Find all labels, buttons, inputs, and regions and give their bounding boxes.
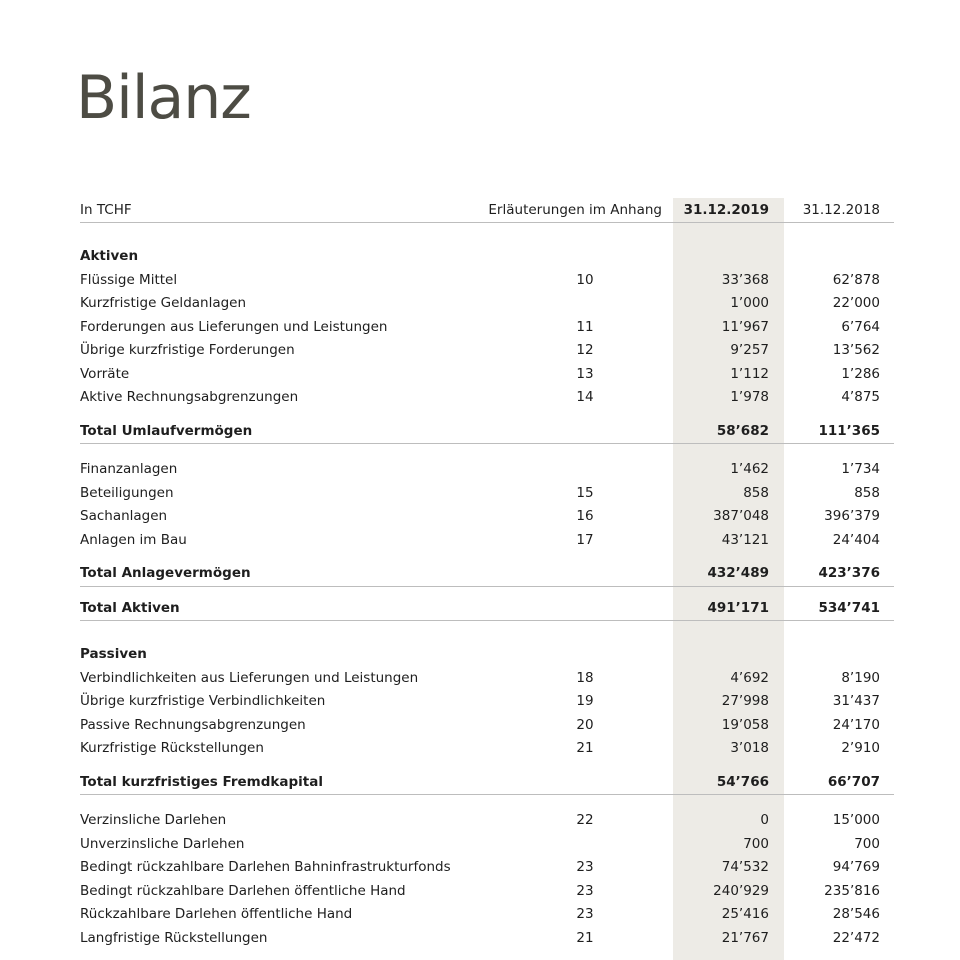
row-value-2019: 240’929	[713, 882, 769, 899]
row-label: Bedingt rückzahlbare Darlehen Bahninfrastrukturfonds	[80, 859, 451, 875]
row-value-2019: 387’048	[713, 508, 769, 524]
row-value-2018: 31’437	[832, 693, 880, 709]
table-row	[80, 505, 894, 529]
row-note: 15	[576, 484, 594, 501]
row-note: 21	[576, 740, 594, 756]
row-label: Übrige kurzfristige Forderungen	[80, 342, 295, 358]
table-row	[80, 482, 894, 506]
row-value-2019: 0	[760, 812, 769, 828]
row-value-2019: 858	[743, 484, 769, 501]
row-value-2018: 28’546	[832, 906, 880, 922]
row-value-2019: 1’462	[730, 461, 769, 477]
row-value-2018: 1’286	[841, 365, 880, 382]
row-note: 21	[576, 929, 594, 946]
row-value-2018: 6’764	[841, 318, 880, 335]
row-note: 12	[576, 342, 594, 358]
row-value-2018: 24’404	[832, 531, 880, 548]
row-value-2019: 1’112	[730, 365, 769, 382]
table-row	[80, 269, 894, 293]
row-label: Beteiligungen	[80, 484, 174, 501]
row-note: 10	[576, 271, 594, 288]
balance-sheet-table	[80, 198, 894, 950]
notes-column-header: Erläuterungen im Anhang	[488, 202, 662, 218]
section-heading-aktiven: Aktiven	[80, 248, 139, 264]
row-value-2018: 1’734	[841, 461, 880, 477]
table-row	[80, 386, 894, 410]
row-value-2019: 3’018	[730, 740, 769, 756]
row-label: Verzinsliche Darlehen	[80, 812, 227, 828]
row-note: 23	[576, 859, 594, 875]
table-row	[80, 809, 894, 833]
row-value-2019: 9’257	[730, 342, 769, 358]
row-note: 22	[576, 812, 594, 828]
row-value-2019: 700	[743, 835, 769, 852]
row-value-2019: 21’767	[721, 929, 769, 946]
total-kurzfristiges-fremdkapital: Total kurzfristiges Fremdkapital 54’766 66’707	[80, 771, 894, 796]
row-note: 18	[576, 669, 594, 686]
row-value-2019: 1’978	[730, 389, 769, 405]
row-value-2018: 235’816	[824, 882, 880, 899]
table-row	[80, 833, 894, 857]
row-label: Verbindlichkeiten aus Lieferungen und Leistungen	[80, 669, 419, 686]
table-row	[80, 714, 894, 738]
row-label: Sachanlagen	[80, 508, 168, 524]
table-header	[80, 198, 894, 223]
row-label: Vorräte	[80, 365, 130, 382]
row-value-2018: 700	[854, 835, 880, 852]
table-row	[80, 903, 894, 927]
row-label: Kurzfristige Rückstellungen	[80, 740, 264, 756]
row-label: Passive Rechnungsabgrenzungen	[80, 716, 306, 733]
section-heading-passiven: Passiven	[80, 646, 147, 662]
year-2019-header: 31.12.2019	[683, 202, 769, 218]
year-2018-header: 31.12.2018	[802, 202, 880, 218]
row-note: 23	[576, 906, 594, 922]
row-value-2019: 1’000	[730, 295, 769, 311]
row-value-2018: 22’000	[832, 295, 880, 311]
row-value-2019: 11’967	[721, 318, 769, 335]
row-label: Forderungen aus Lieferungen und Leistungen	[80, 318, 388, 335]
total-umlaufvermoegen: Total Umlaufvermögen 58’682 111’365	[80, 420, 894, 445]
page-title: Bilanz	[76, 63, 251, 133]
row-value-2018: 858	[854, 484, 880, 501]
table-row	[80, 927, 894, 951]
table-row	[80, 292, 894, 316]
row-value-2019: 27’998	[721, 693, 769, 709]
table-row	[80, 316, 894, 340]
table-row	[80, 690, 894, 714]
row-label: Bedingt rückzahlbare Darlehen öffentliche Hand	[80, 882, 406, 899]
table-row	[80, 667, 894, 691]
row-value-2018: 22’472	[832, 929, 880, 946]
umlauf-rows	[80, 269, 894, 410]
row-label: Übrige kurzfristige Verbindlichkeiten	[80, 693, 326, 709]
total-aktiven: Total Aktiven 491’171 534’741	[80, 597, 894, 622]
row-label: Flüssige Mittel	[80, 271, 178, 288]
row-value-2018: 13’562	[832, 342, 880, 358]
kurz-rows	[80, 667, 894, 761]
row-value-2019: 74’532	[721, 859, 769, 875]
row-note: 14	[576, 389, 594, 405]
row-value-2018: 15’000	[832, 812, 880, 828]
row-note: 19	[576, 693, 594, 709]
table-row	[80, 458, 894, 482]
row-value-2018: 396’379	[824, 508, 880, 524]
total-anlagevermoegen: Total Anlagevermögen 432’489 423’376	[80, 562, 894, 587]
row-note: 17	[576, 531, 594, 548]
row-note: 20	[576, 716, 594, 733]
row-value-2018: 62’878	[832, 271, 880, 288]
row-label: Unverzinsliche Darlehen	[80, 835, 245, 852]
row-note: 13	[576, 365, 594, 382]
table-row	[80, 856, 894, 880]
table-row	[80, 880, 894, 904]
row-value-2018: 94’769	[832, 859, 880, 875]
table-row	[80, 339, 894, 363]
table-row	[80, 529, 894, 553]
row-value-2019: 4’692	[730, 669, 769, 686]
row-value-2019: 43’121	[721, 531, 769, 548]
unit-label: In TCHF	[80, 202, 132, 218]
row-value-2019: 25’416	[721, 906, 769, 922]
row-value-2019: 19’058	[721, 716, 769, 733]
row-label: Kurzfristige Geldanlagen	[80, 295, 247, 311]
table-row	[80, 737, 894, 761]
row-label: Anlagen im Bau	[80, 531, 187, 548]
anlage-rows	[80, 458, 894, 552]
row-label: Rückzahlbare Darlehen öffentliche Hand	[80, 906, 353, 922]
row-note: 16	[576, 508, 594, 524]
row-label: Aktive Rechnungsabgrenzungen	[80, 389, 299, 405]
row-value-2018: 4’875	[841, 389, 880, 405]
row-label: Langfristige Rückstellungen	[80, 929, 268, 946]
row-note: 23	[576, 882, 594, 899]
row-value-2018: 8’190	[841, 669, 880, 686]
row-value-2019: 33’368	[721, 271, 769, 288]
row-note: 11	[576, 318, 594, 335]
table-row	[80, 363, 894, 387]
row-value-2018: 2’910	[841, 740, 880, 756]
lang-rows	[80, 809, 894, 950]
row-label: Finanzanlagen	[80, 461, 178, 477]
row-value-2018: 24’170	[832, 716, 880, 733]
